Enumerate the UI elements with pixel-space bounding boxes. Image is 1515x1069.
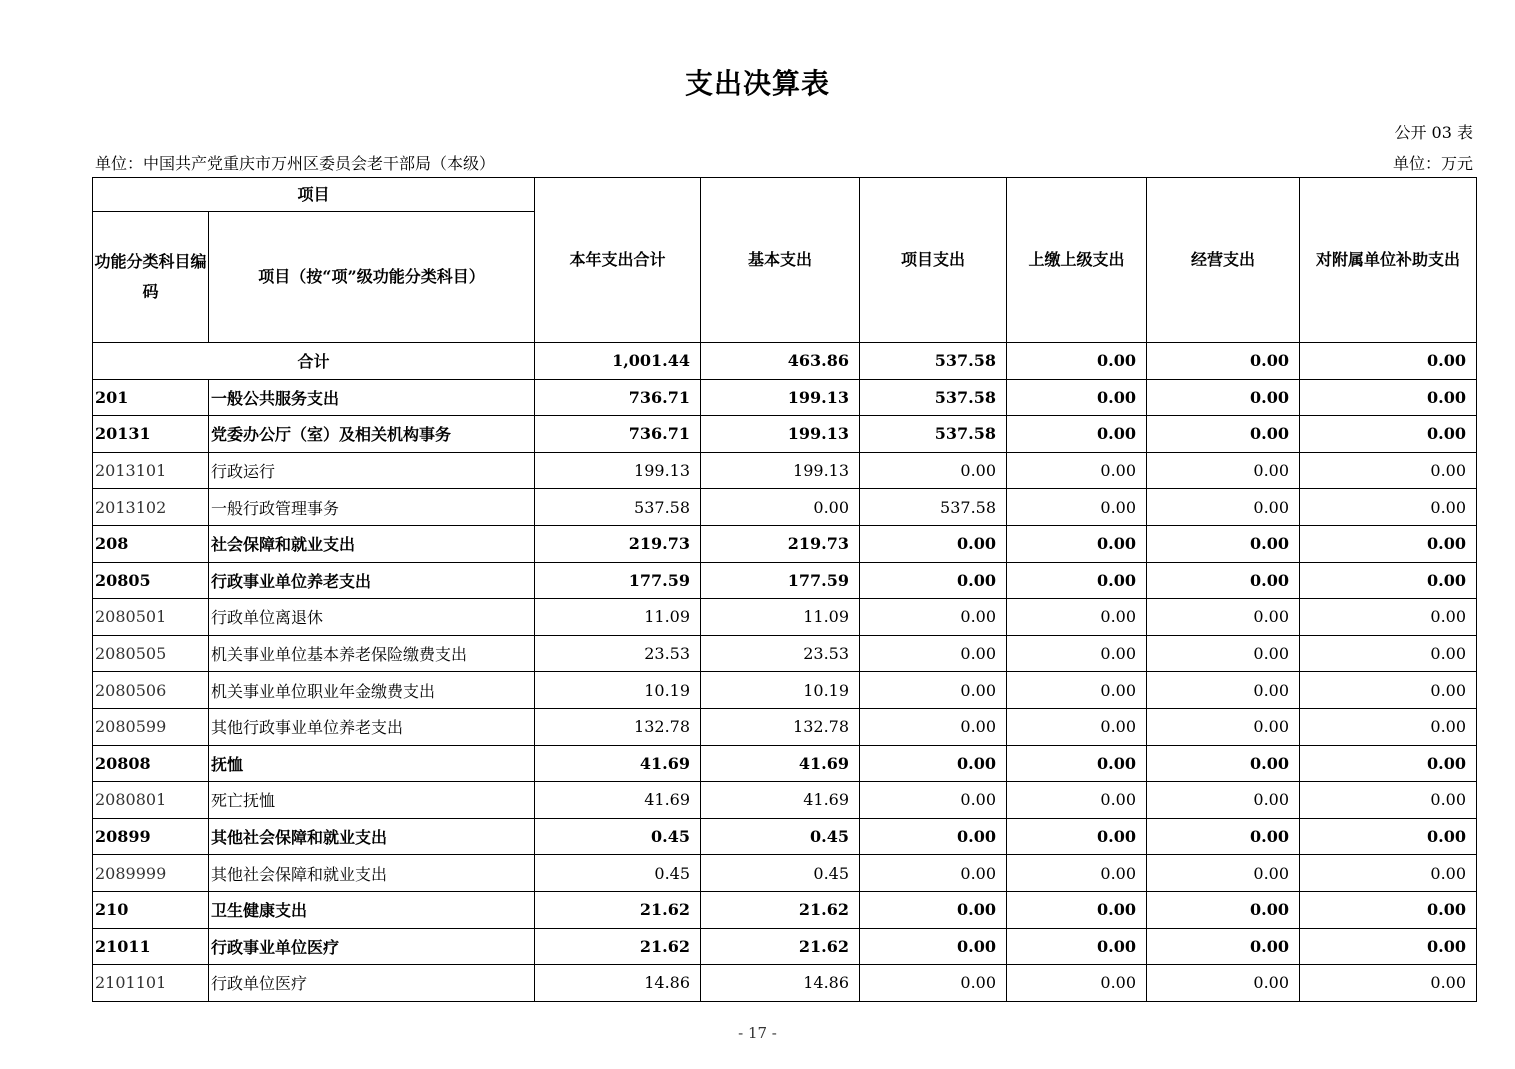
row-value: 0.00 (1147, 928, 1300, 965)
row-value: 0.00 (1300, 672, 1477, 709)
row-value: 0.00 (1300, 782, 1477, 819)
row-value: 41.69 (535, 782, 701, 819)
row-value: 0.00 (1147, 599, 1300, 636)
table-row (93, 855, 1477, 892)
row-value: 537.58 (860, 416, 1007, 453)
row-code: 2089999 (93, 855, 209, 892)
table-row (93, 965, 1477, 1002)
row-value: 14.86 (535, 965, 701, 1002)
table-row (93, 745, 1477, 782)
row-value: 0.00 (1007, 416, 1147, 453)
row-value: 23.53 (535, 635, 701, 672)
row-code: 2013101 (93, 452, 209, 489)
row-value: 0.45 (535, 855, 701, 892)
total-label: 合计 (93, 343, 535, 380)
row-code: 2080505 (93, 635, 209, 672)
row-value: 0.00 (1300, 452, 1477, 489)
row-value: 0.00 (1147, 708, 1300, 745)
row-value: 0.00 (1300, 525, 1477, 562)
row-value: 0.45 (701, 818, 860, 855)
row-code: 20808 (93, 745, 209, 782)
total-cell: 0.00 (1300, 343, 1477, 380)
row-value: 0.00 (860, 928, 1007, 965)
row-code: 20805 (93, 562, 209, 599)
row-name: 死亡抚恤 (209, 782, 535, 819)
row-value: 0.00 (1300, 379, 1477, 416)
row-value: 0.00 (1300, 416, 1477, 453)
header-subsidy: 对附属单位补助支出 (1300, 178, 1477, 343)
unit-currency: 单位：万元 (1392, 154, 1473, 173)
row-value: 219.73 (535, 525, 701, 562)
row-name: 社会保障和就业支出 (209, 525, 535, 562)
table-row (93, 891, 1477, 928)
row-value: 0.00 (1147, 416, 1300, 453)
row-code: 2080599 (93, 708, 209, 745)
row-value: 0.00 (860, 599, 1007, 636)
table-row (93, 599, 1477, 636)
header-name: 项目（按“项”级功能分类科目） (209, 212, 535, 343)
row-name: 行政运行 (209, 452, 535, 489)
row-value: 0.00 (860, 782, 1007, 819)
row-value: 132.78 (535, 708, 701, 745)
table-row (93, 379, 1477, 416)
total-row (93, 343, 1477, 380)
row-value: 0.00 (701, 489, 860, 526)
page-title: 支出决算表 (684, 67, 830, 100)
row-value: 0.00 (1007, 525, 1147, 562)
row-value: 11.09 (535, 599, 701, 636)
row-name: 行政单位离退休 (209, 599, 535, 636)
row-code: 2080506 (93, 672, 209, 709)
row-value: 10.19 (535, 672, 701, 709)
row-code: 20899 (93, 818, 209, 855)
row-value: 0.00 (1147, 855, 1300, 892)
row-value: 0.00 (860, 708, 1007, 745)
row-value: 736.71 (535, 416, 701, 453)
row-value: 0.00 (860, 525, 1007, 562)
row-value: 21.62 (701, 891, 860, 928)
row-value: 41.69 (535, 745, 701, 782)
row-value: 0.00 (1147, 818, 1300, 855)
row-value: 0.00 (1300, 635, 1477, 672)
row-value: 0.00 (860, 672, 1007, 709)
form-number: 公开 03 表 (1394, 123, 1473, 142)
row-value: 0.00 (1007, 745, 1147, 782)
row-value: 0.00 (1007, 855, 1147, 892)
row-value: 0.00 (1007, 452, 1147, 489)
header-project-expenditure: 项目支出 (860, 178, 1007, 343)
row-value: 0.00 (1300, 891, 1477, 928)
table-row (93, 525, 1477, 562)
table-row (93, 782, 1477, 819)
row-code: 2013102 (93, 489, 209, 526)
row-code: 2101101 (93, 965, 209, 1002)
row-name: 一般公共服务支出 (209, 379, 535, 416)
row-value: 41.69 (701, 782, 860, 819)
total-cell: 0.00 (1007, 343, 1147, 380)
row-name: 机关事业单位职业年金缴费支出 (209, 672, 535, 709)
table-row (93, 818, 1477, 855)
row-value: 199.13 (701, 452, 860, 489)
row-value: 0.00 (1300, 818, 1477, 855)
table-row (93, 562, 1477, 599)
header-total: 本年支出合计 (535, 178, 701, 343)
row-value: 23.53 (701, 635, 860, 672)
row-value: 0.00 (1300, 489, 1477, 526)
row-code: 20131 (93, 416, 209, 453)
row-value: 0.00 (1007, 928, 1147, 965)
row-value: 0.00 (1147, 782, 1300, 819)
total-cell: 0.00 (1147, 343, 1300, 380)
row-name: 其他社会保障和就业支出 (209, 818, 535, 855)
total-cell: 463.86 (701, 343, 860, 380)
row-value: 0.00 (1300, 855, 1477, 892)
page-number: - 17 - (738, 1024, 777, 1042)
row-value: 0.00 (1300, 708, 1477, 745)
expenditure-table (92, 177, 1477, 1002)
row-code: 2080801 (93, 782, 209, 819)
row-value: 0.00 (1007, 818, 1147, 855)
row-value: 0.00 (1147, 379, 1300, 416)
header-code: 功能分类科目编码 (93, 212, 209, 343)
row-value: 0.00 (1147, 672, 1300, 709)
row-value: 0.00 (1007, 782, 1147, 819)
table-row (93, 635, 1477, 672)
row-value: 0.00 (1300, 745, 1477, 782)
row-value: 0.00 (1007, 489, 1147, 526)
row-value: 10.19 (701, 672, 860, 709)
row-name: 卫生健康支出 (209, 891, 535, 928)
row-value: 736.71 (535, 379, 701, 416)
table-row (93, 489, 1477, 526)
row-value: 177.59 (701, 562, 860, 599)
row-code: 208 (93, 525, 209, 562)
row-name: 机关事业单位基本养老保险缴费支出 (209, 635, 535, 672)
row-value: 0.00 (1007, 562, 1147, 599)
table-row (93, 928, 1477, 965)
row-value: 0.45 (701, 855, 860, 892)
row-value: 199.13 (701, 416, 860, 453)
row-name: 抚恤 (209, 745, 535, 782)
table-row (93, 708, 1477, 745)
row-value: 0.00 (1007, 379, 1147, 416)
row-value: 0.00 (1007, 672, 1147, 709)
row-value: 0.00 (1007, 635, 1147, 672)
row-value: 0.00 (860, 965, 1007, 1002)
row-value: 0.00 (1147, 525, 1300, 562)
row-value: 177.59 (535, 562, 701, 599)
row-code: 2080501 (93, 599, 209, 636)
row-value: 0.00 (1147, 452, 1300, 489)
row-value: 21.62 (535, 928, 701, 965)
row-value: 537.58 (535, 489, 701, 526)
row-value: 0.45 (535, 818, 701, 855)
row-value: 132.78 (701, 708, 860, 745)
row-name: 一般行政管理事务 (209, 489, 535, 526)
row-value: 0.00 (860, 745, 1007, 782)
unit-organization: 单位：中国共产党重庆市万州区委员会老干部局（本级） (95, 154, 496, 173)
total-cell: 537.58 (860, 343, 1007, 380)
row-value: 537.58 (860, 489, 1007, 526)
row-value: 21.62 (701, 928, 860, 965)
row-value: 0.00 (1147, 635, 1300, 672)
table-row (93, 452, 1477, 489)
row-value: 0.00 (860, 635, 1007, 672)
row-name: 行政事业单位养老支出 (209, 562, 535, 599)
row-value: 11.09 (701, 599, 860, 636)
row-value: 0.00 (1007, 599, 1147, 636)
row-value: 0.00 (860, 452, 1007, 489)
row-code: 201 (93, 379, 209, 416)
row-code: 21011 (93, 928, 209, 965)
row-value: 199.13 (535, 452, 701, 489)
row-code: 210 (93, 891, 209, 928)
row-value: 0.00 (1300, 562, 1477, 599)
row-value: 0.00 (1147, 562, 1300, 599)
row-value: 0.00 (1147, 745, 1300, 782)
table-row (93, 672, 1477, 709)
row-value: 14.86 (701, 965, 860, 1002)
header-basic: 基本支出 (701, 178, 860, 343)
row-value: 0.00 (1007, 708, 1147, 745)
row-name: 行政事业单位医疗 (209, 928, 535, 965)
row-value: 0.00 (1300, 965, 1477, 1002)
row-value: 537.58 (860, 379, 1007, 416)
row-name: 其他行政事业单位养老支出 (209, 708, 535, 745)
row-value: 219.73 (701, 525, 860, 562)
row-value: 0.00 (1300, 599, 1477, 636)
row-value: 0.00 (860, 562, 1007, 599)
header-project: 项目 (93, 178, 535, 212)
row-value: 199.13 (701, 379, 860, 416)
row-value: 0.00 (860, 855, 1007, 892)
row-name: 其他社会保障和就业支出 (209, 855, 535, 892)
row-value: 0.00 (1300, 928, 1477, 965)
row-value: 21.62 (535, 891, 701, 928)
row-value: 41.69 (701, 745, 860, 782)
header-business: 经营支出 (1147, 178, 1300, 343)
row-value: 0.00 (860, 818, 1007, 855)
header-upper: 上缴上级支出 (1007, 178, 1147, 343)
row-name: 行政单位医疗 (209, 965, 535, 1002)
row-value: 0.00 (1007, 891, 1147, 928)
row-value: 0.00 (1007, 965, 1147, 1002)
row-value: 0.00 (1147, 965, 1300, 1002)
row-value: 0.00 (860, 891, 1007, 928)
table-row (93, 416, 1477, 453)
row-value: 0.00 (1147, 489, 1300, 526)
row-name: 党委办公厅（室）及相关机构事务 (209, 416, 535, 453)
row-value: 0.00 (1147, 891, 1300, 928)
total-cell: 1,001.44 (535, 343, 701, 380)
